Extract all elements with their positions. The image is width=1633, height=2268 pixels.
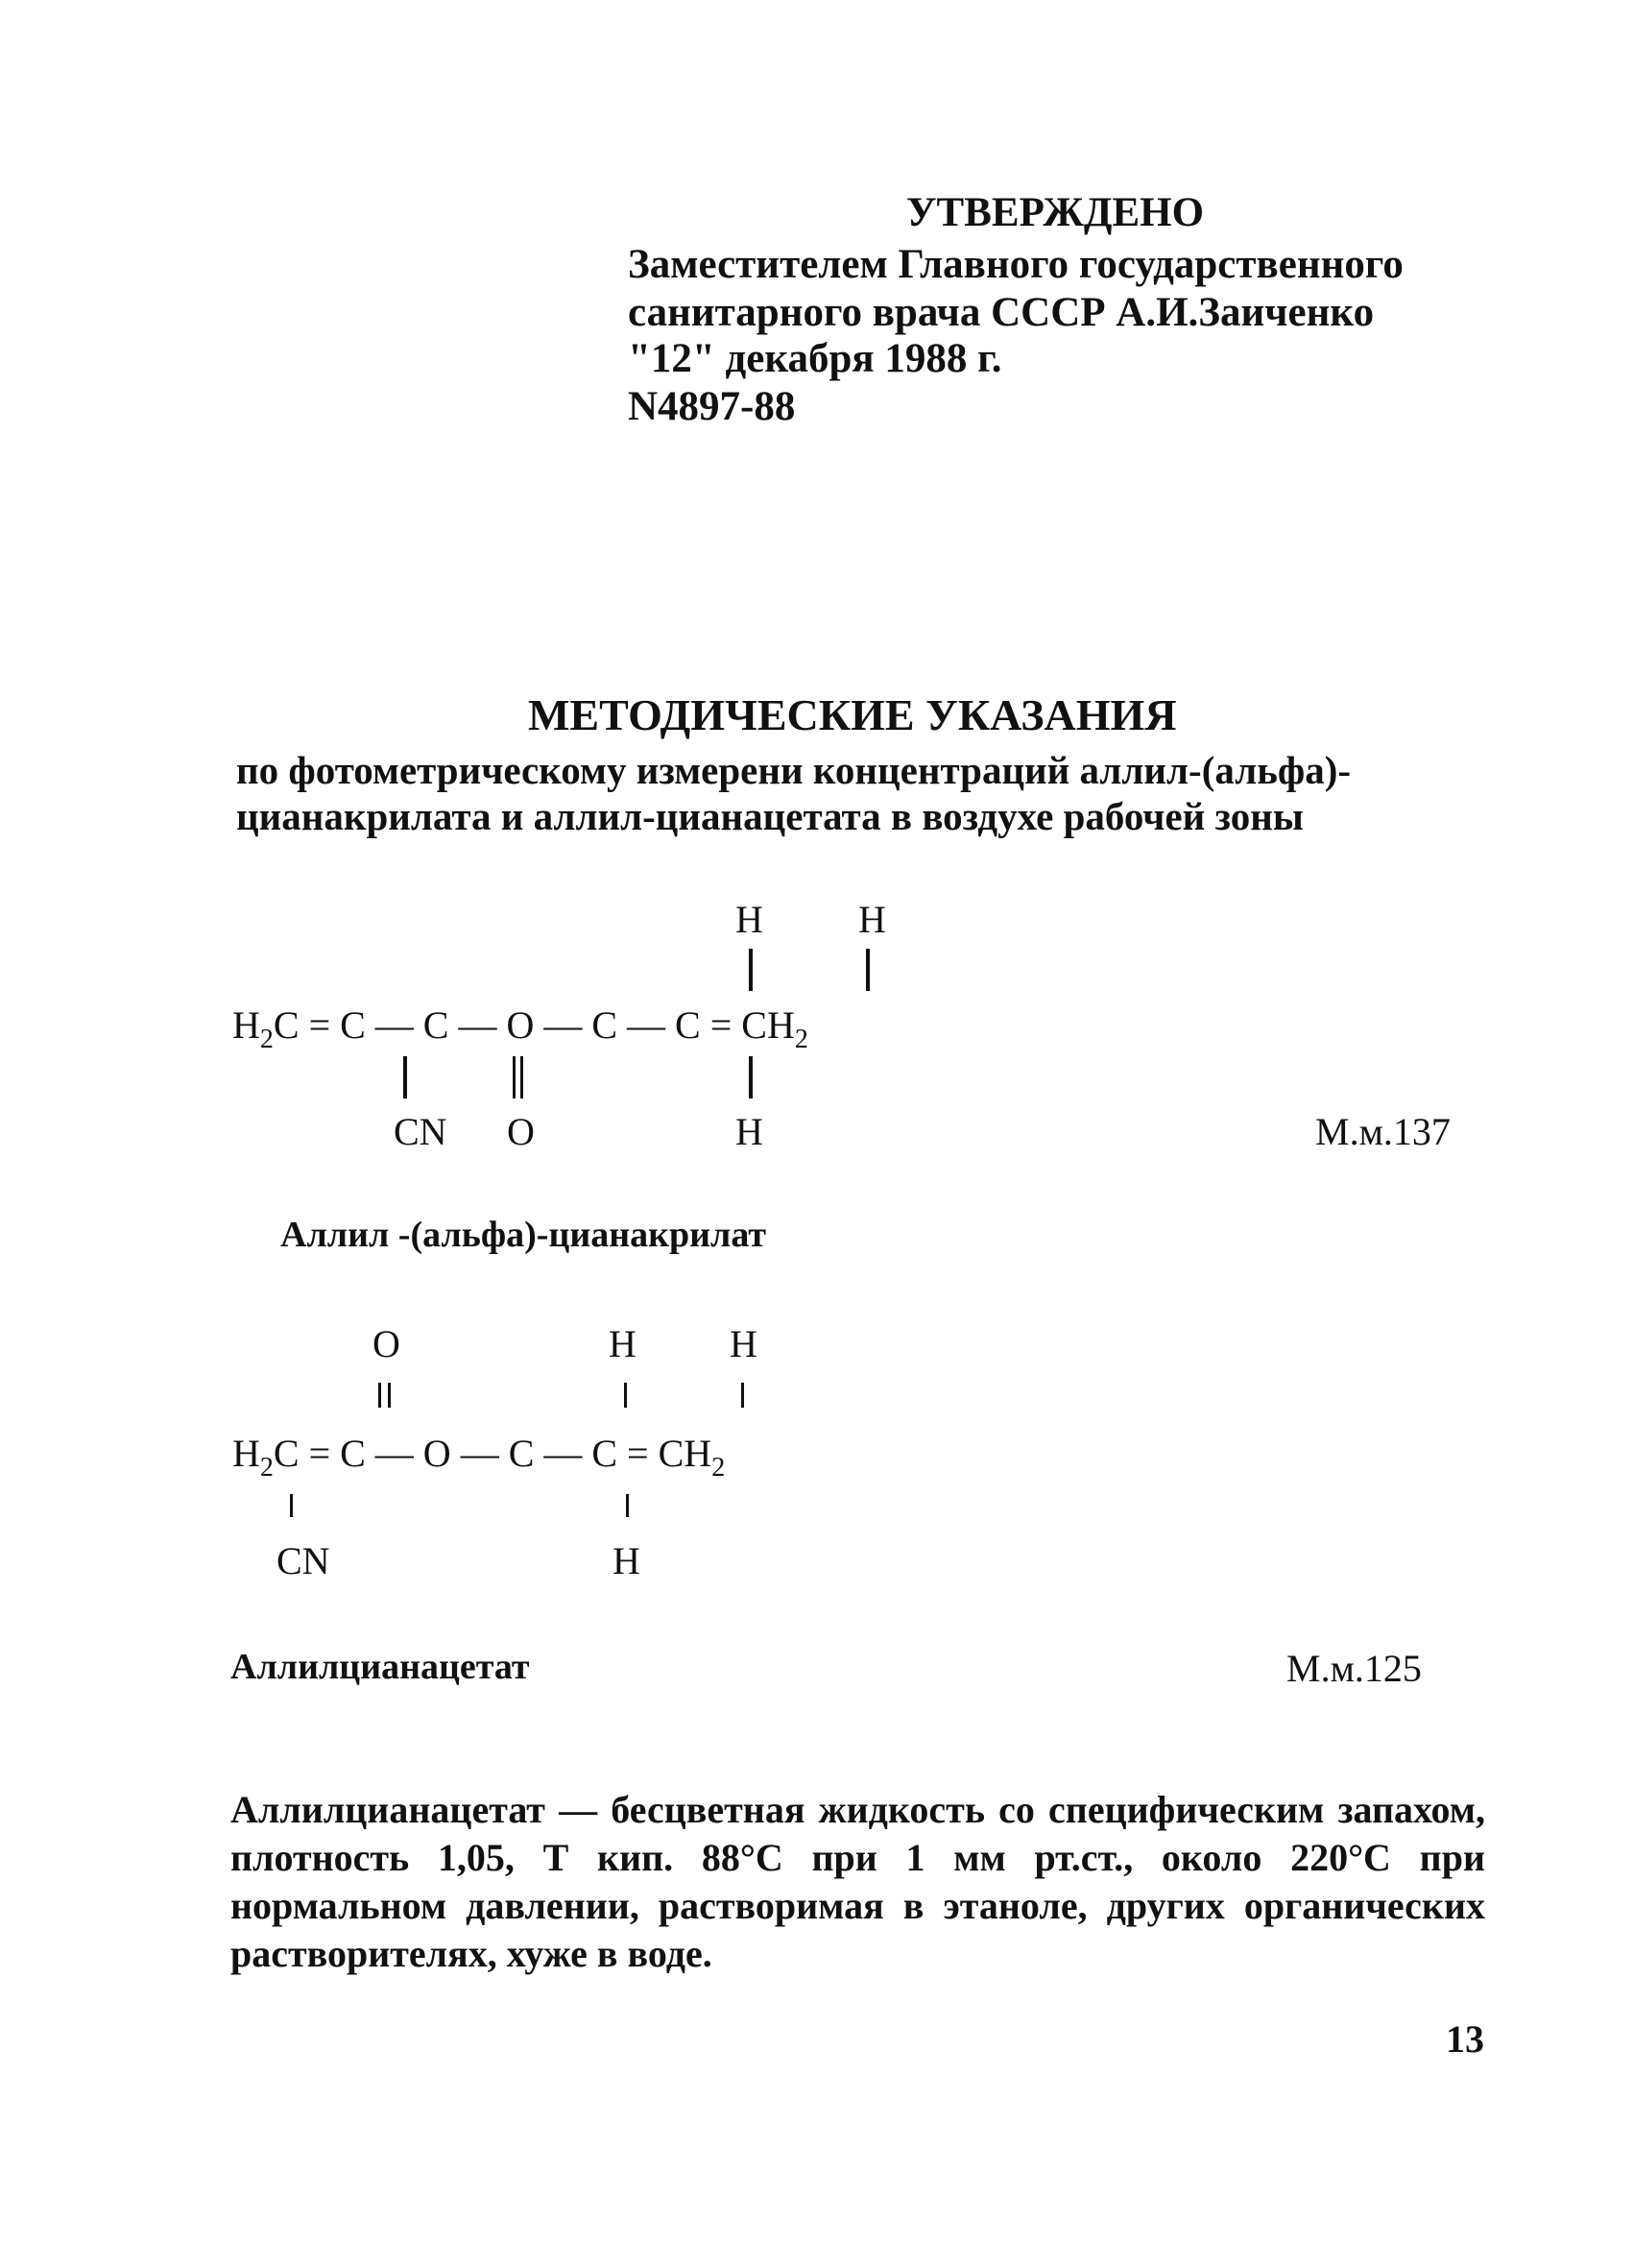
formula2-molar-mass: М.м.125 — [1286, 1647, 1422, 1690]
formula2-main-chain: $H_2C = C$ — O — C — $C = CH_2$ — [232, 1432, 726, 1483]
formula1-cn: CN — [394, 1110, 447, 1153]
formula1-double-bond-o-a — [513, 1056, 516, 1098]
formula1-h-bottom: H — [735, 1110, 763, 1153]
approval-line-1: Заместителем Главного государственного — [628, 242, 1404, 287]
formula2-name: Аллилцианацетат — [230, 1647, 530, 1687]
document-subtitle-line-2: цианакрилата и аллил-цианацетата в воздухе рабочей зоны — [236, 794, 1304, 838]
formula1-bond-bottom-h — [749, 1056, 753, 1098]
document-subtitle-line-1: по фотометрическому измерени концентраций аллил-(альфа)- — [236, 748, 1352, 792]
formula1-o: O — [507, 1110, 535, 1153]
formula2-bond-cn — [290, 1494, 293, 1517]
formula1-main-chain: $H_2C = C$ — C — O — C — $C = CH_2$ — [232, 1003, 808, 1054]
formula1-molar-mass: М.м.137 — [1315, 1110, 1451, 1153]
formula1-h-top-1: H — [735, 898, 763, 941]
formula1-double-bond-o-b — [520, 1056, 523, 1098]
formula2-cn: CN — [276, 1539, 330, 1582]
formula1-bond-top-2 — [866, 949, 870, 991]
formula1-bond-cn — [403, 1056, 407, 1098]
document-title: МЕТОДИЧЕСКИЕ УКАЗАНИЯ — [528, 690, 1177, 739]
formula2-bond-bottom-h — [626, 1494, 629, 1517]
formula2-bond-top-2 — [741, 1383, 744, 1408]
formula2-h-top-2: H — [730, 1322, 757, 1365]
formula1-name: Аллил -(альфа)-цианакрилат — [280, 1215, 767, 1255]
formula1-bond-top-1 — [749, 949, 753, 991]
page-number: 13 — [1446, 2017, 1484, 2061]
approval-date: "12" декабря 1988 г. — [628, 336, 1002, 381]
formula2-double-bond-o-b — [388, 1383, 391, 1408]
formula2-o-top: O — [372, 1322, 400, 1365]
formula2-double-bond-o-a — [378, 1383, 381, 1408]
formula2-h-bottom: H — [612, 1539, 640, 1582]
formula1-h-top-2: H — [858, 898, 886, 941]
approval-title: УТВЕРЖДЕНО — [906, 190, 1205, 235]
formula2-bond-top-1 — [624, 1383, 627, 1408]
approval-number: N4897-88 — [628, 384, 796, 429]
body-paragraph: Аллилцианацетат — бесцветная жидкость со специфическим запахом, плотность 1,05, Т кип. 88°С при 1 мм рт.ст., около 220°С при нормальном давлении, растворимая в этаноле, других органических растворителях, хуже в воде. — [230, 1788, 1485, 1975]
approval-line-2: санитарного врача СССР А.И.Заиченко — [628, 290, 1375, 335]
formula2-h-top-1: H — [609, 1322, 636, 1365]
